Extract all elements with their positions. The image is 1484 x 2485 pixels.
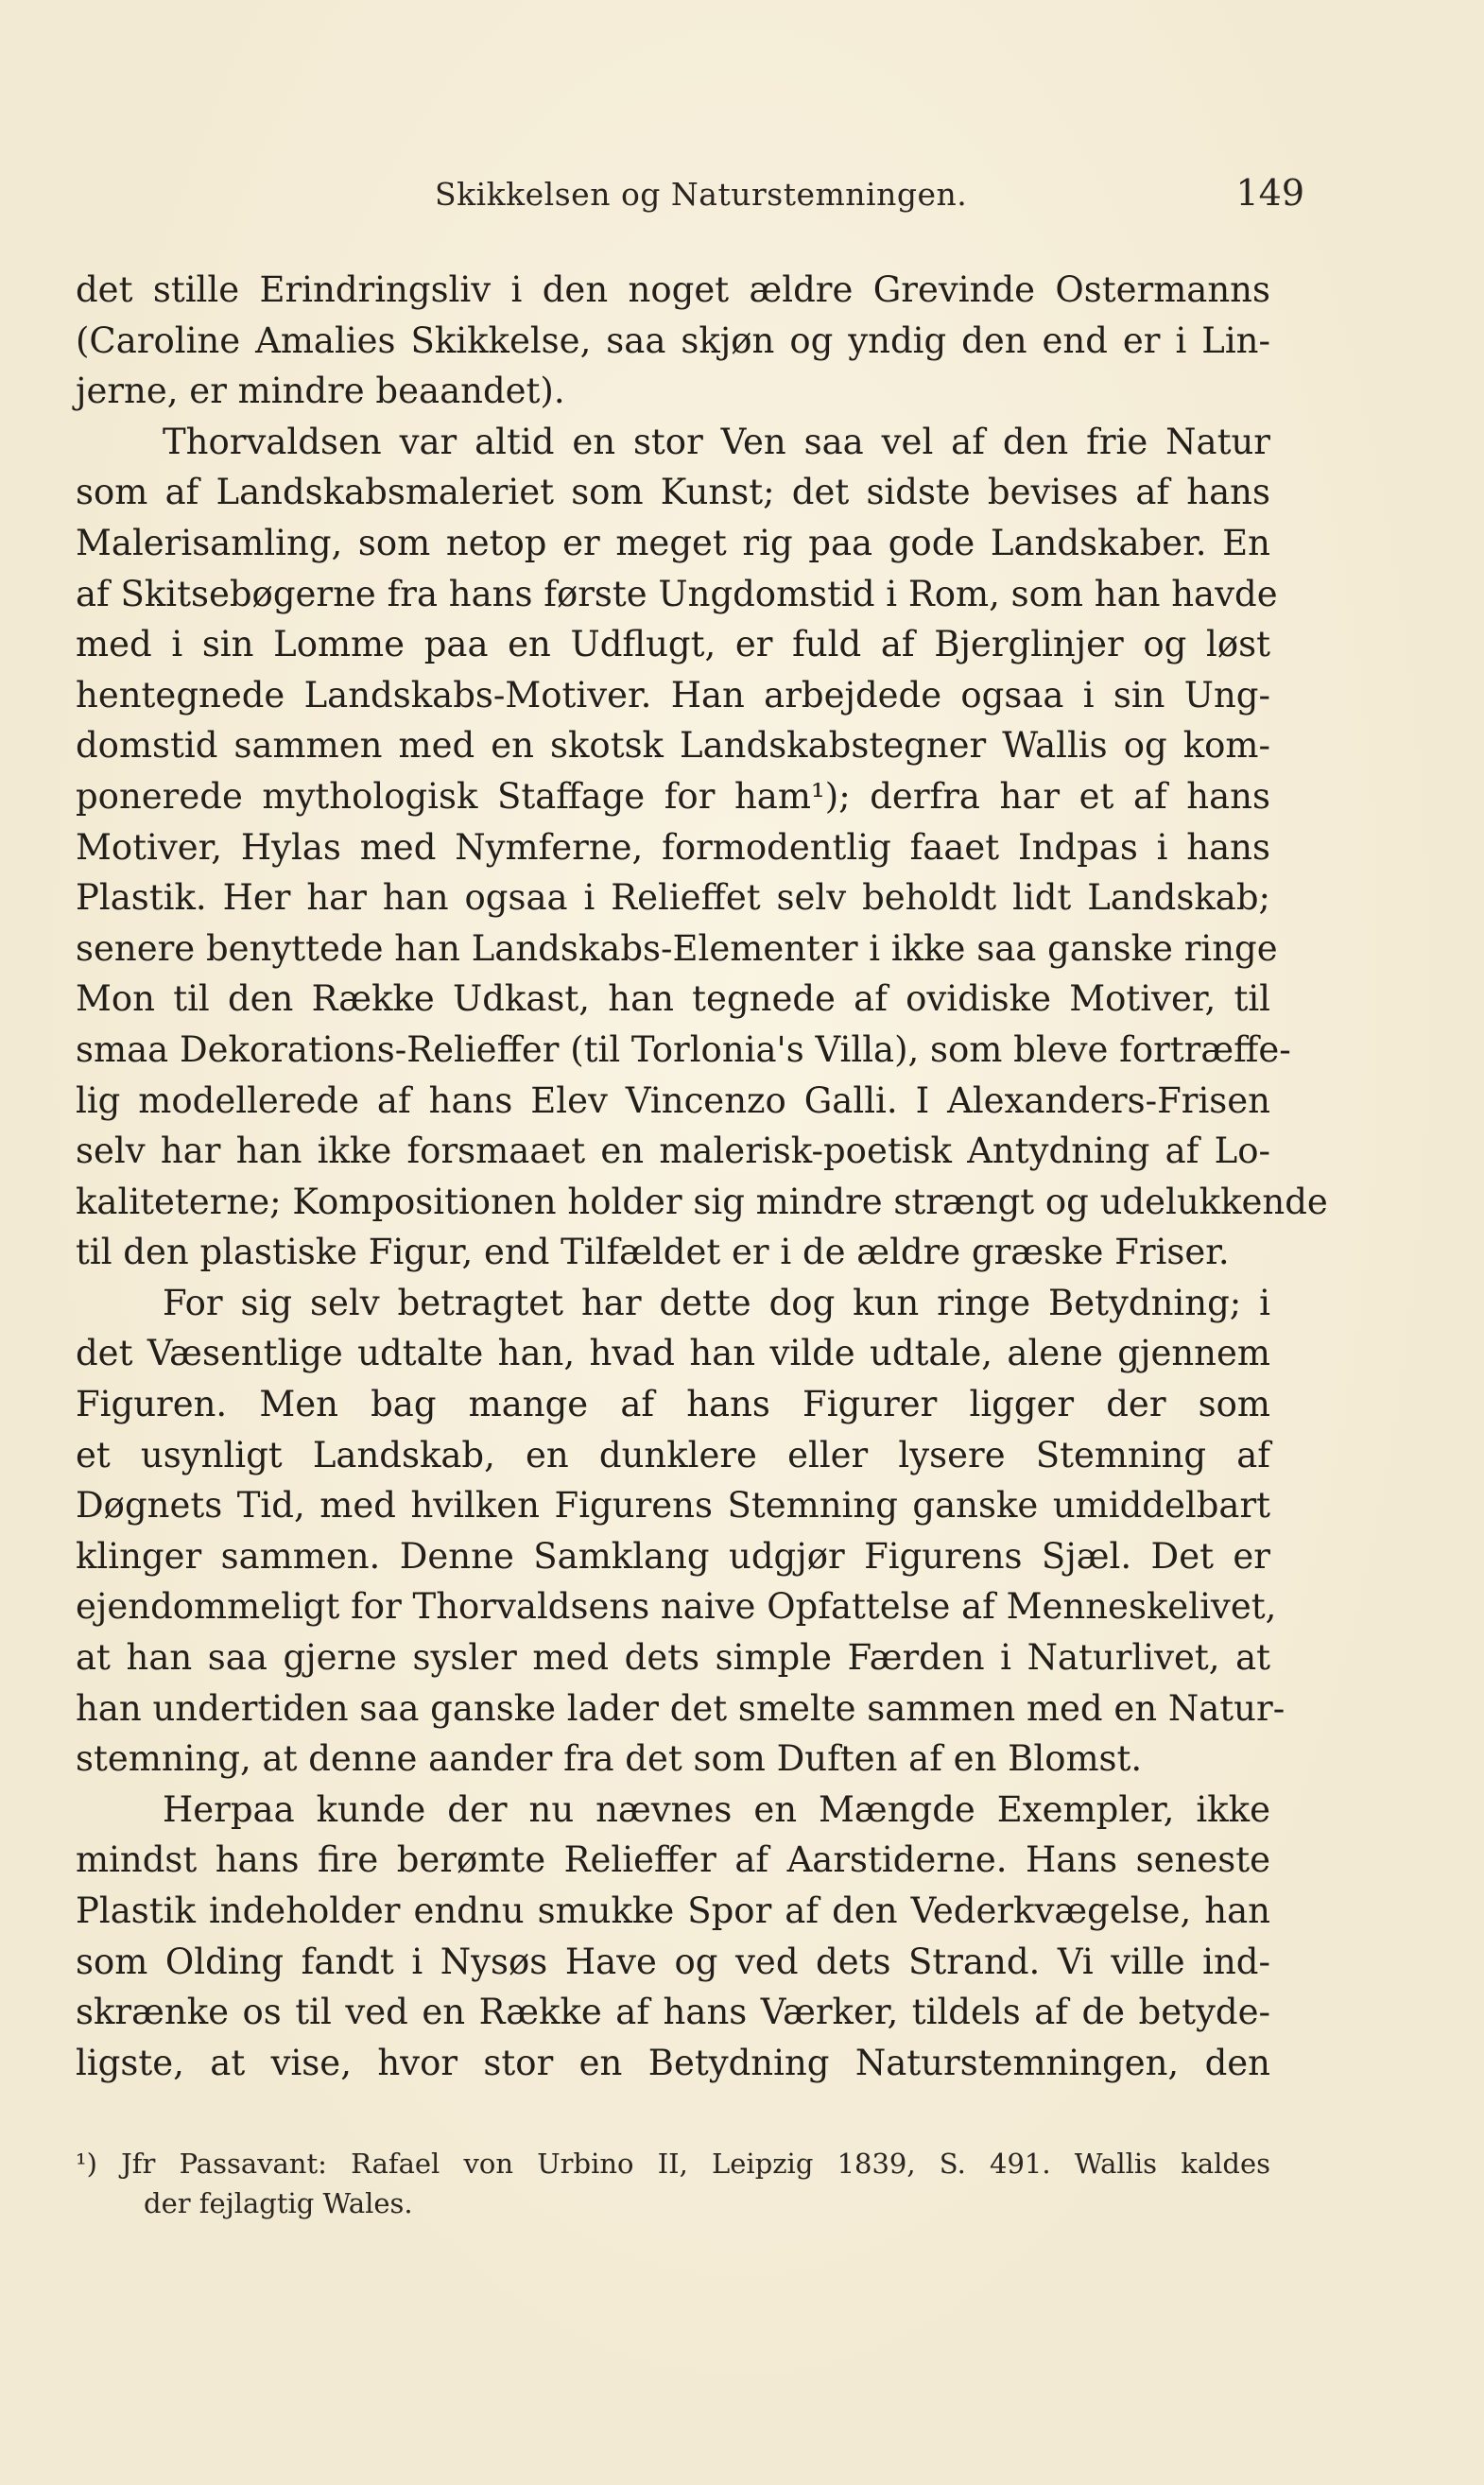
footnote <box>76 2144 1270 2223</box>
text-line: mindst hans fire berømte Relieffer af Aarstiderne. Hans seneste <box>76 1839 1270 1881</box>
text-line: Plastik indeholder endnu smukke Spor af den Vederkvægelse, han <box>76 1890 1270 1931</box>
text-line: jerne, er mindre beaandet). <box>76 371 565 412</box>
footnote-line <box>76 2144 1270 2183</box>
text-line: som af Landskabsmaleriet som Kunst; det sidste bevises af hans <box>76 472 1270 513</box>
text-line: et usynligt Landskab, en dunklere eller lysere Stemning af <box>76 1434 1270 1475</box>
text-line: det stille Erindringsliv i den noget ældre Grevinde Ostermanns <box>76 269 1270 310</box>
text-line: For sig selv betragtet har dette dog kun ringe Betydning; i <box>163 1282 1270 1323</box>
text-line: senere benyttede han Landskabs-Elementer i ikke saa ganske ringe <box>76 927 1278 969</box>
text-line: som Olding fandt i Nysøs Have og ved dets Strand. Vi ville ind- <box>76 1941 1270 1982</box>
text-line: Døgnets Tid, med hvilken Figurens Stemning ganske umiddelbart <box>76 1485 1270 1527</box>
text-line: Thorvaldsen var altid en stor Ven saa vel af den frie Natur <box>163 421 1270 462</box>
text-line: Plastik. Her har han ogsaa i Relieffet selv beholdt lidt Landskab; <box>76 877 1270 919</box>
running-title: Skikkelsen og Naturstemningen. <box>435 176 968 213</box>
text-line: klinger sammen. Denne Samklang udgjør Figurens Sjæl. Det er <box>76 1535 1270 1577</box>
text-line: lig modellerede af hans Elev Vincenzo Galli. I Alexanders-Frisen <box>76 1079 1270 1121</box>
text-line: af Skitsebøgerne fra hans første Ungdomstid i Rom, som han havde <box>76 573 1278 614</box>
text-line: at han saa gjerne sysler med dets simple Færden i Naturlivet, at <box>76 1637 1270 1679</box>
paragraph <box>76 265 1270 417</box>
text-line: smaa Dekorations-Relieffer (til Torlonia's Villa), som bleve fortræffe- <box>76 1028 1291 1070</box>
text-line: hentegnede Landskabs-Motiver. Han arbejdede ogsaa i sin Ung- <box>76 674 1270 716</box>
text-line: ponerede mythologisk Staffage for ham¹); derfra har et af hans <box>76 775 1270 817</box>
text-line: domstid sammen med en skotsk Landskabstegner Wallis og kom- <box>76 725 1270 767</box>
text-line: skrænke os til ved en Række af hans Værker, tildels af de betyde- <box>76 1992 1270 2033</box>
paragraph <box>76 1278 1286 1785</box>
text-line: Malerisamling, som netop er meget rig paa gode Landskaber. En <box>76 522 1270 563</box>
text-line: han undertiden saa ganske lader det smelte sammen med en Natur- <box>76 1687 1286 1729</box>
text-line: det Væsentlige udtalte han, hvad han vilde udtale, alene gjennem <box>76 1333 1270 1374</box>
text-line: Motiver, Hylas med Nymferne, formodentlig faaet Indpas i hans <box>76 826 1270 868</box>
text-line: Herpaa kunde der nu nævnes en Mængde Exempler, ikke <box>163 1788 1270 1830</box>
footnote-line: der fejlagtig Wales. <box>144 2187 413 2219</box>
footnote-marker: ¹) <box>76 2148 97 2180</box>
body-text <box>76 265 1328 2088</box>
page-header <box>76 172 1304 229</box>
text-line: selv har han ikke forsmaaet en malerisk-poetisk Antydning af Lo- <box>76 1130 1270 1172</box>
footnote-text: Jfr Passavant: Rafael von Urbino II, Leipzig 1839, S. 491. Wallis kaldes <box>121 2148 1271 2180</box>
text-line: Figuren. Men bag mange af hans Figurer ligger der som <box>76 1384 1270 1425</box>
text-line: ejendommeligt for Thorvaldsens naive Opfattelse af Menneskelivet, <box>76 1586 1277 1628</box>
text-line: til den plastiske Figur, end Tilfældet er i de ældre græske Friser. <box>76 1232 1230 1273</box>
text-line: ligste, at vise, hvor stor en Betydning Naturstemningen, den <box>76 2042 1270 2083</box>
text-line: stemning, at denne aander fra det som Duften af en Blomst. <box>76 1738 1143 1780</box>
paragraph <box>76 1785 1270 2089</box>
text-line: kaliteterne; Kompositionen holder sig mindre strængt og udelukkende <box>76 1181 1328 1222</box>
text-line: Mon til den Række Udkast, han tegnede af ovidiske Motiver, til <box>76 978 1270 1020</box>
text-line: (Caroline Amalies Skikkelse, saa skjøn og yndig den end er i Lin- <box>76 319 1270 361</box>
page-number: 149 <box>1235 172 1304 214</box>
paragraph <box>76 417 1328 1278</box>
text-line: med i sin Lomme paa en Udflugt, er fuld af Bjerglinjer og løst <box>76 624 1270 665</box>
